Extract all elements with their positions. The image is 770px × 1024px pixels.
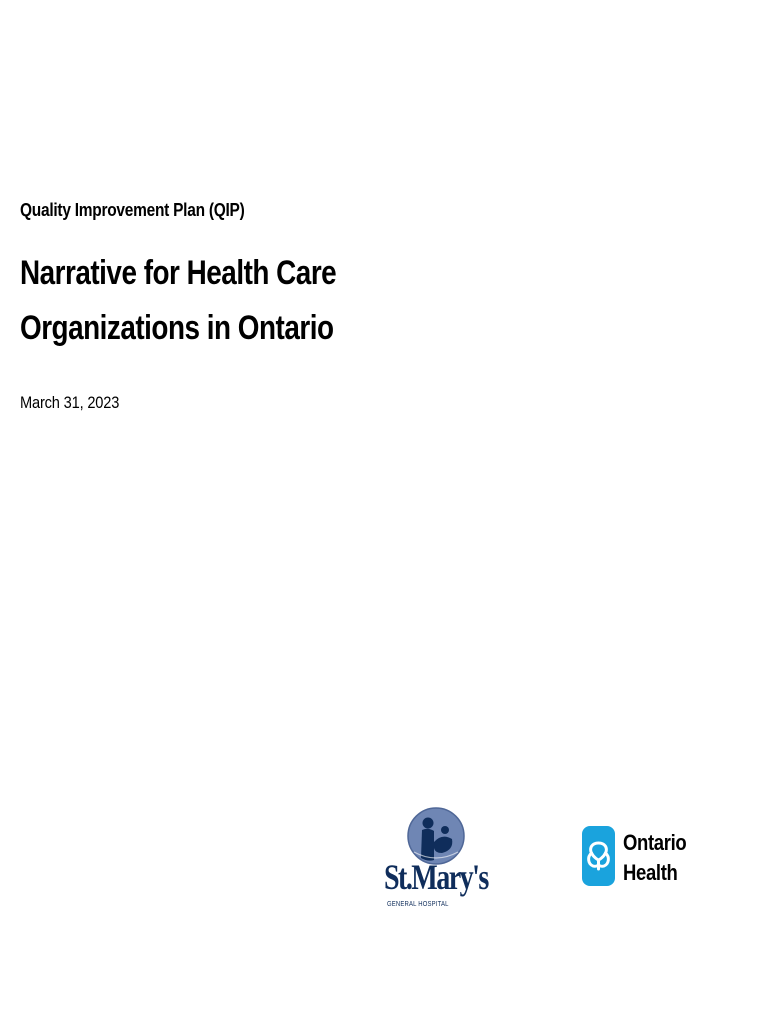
st-marys-wordmark: St.Mary's <box>384 857 488 897</box>
st-marys-logo <box>384 806 488 912</box>
st-marys-subtext: GENERAL HOSPITAL <box>387 901 449 908</box>
document-date: March 31, 2023 <box>20 393 120 412</box>
ontario-health-logo <box>582 826 692 888</box>
ontario-health-line-2: Health <box>623 860 678 885</box>
document-subtitle: Quality Improvement Plan (QIP) <box>20 200 245 220</box>
title-line-1: Narrative for Health Care <box>20 254 337 292</box>
ontario-trillium-icon <box>582 826 616 886</box>
ontario-health-wordmark <box>623 828 686 888</box>
ontario-health-line-1: Ontario <box>623 830 687 855</box>
title-line-2: Organizations in Ontario <box>20 309 334 347</box>
document-title <box>20 246 336 356</box>
